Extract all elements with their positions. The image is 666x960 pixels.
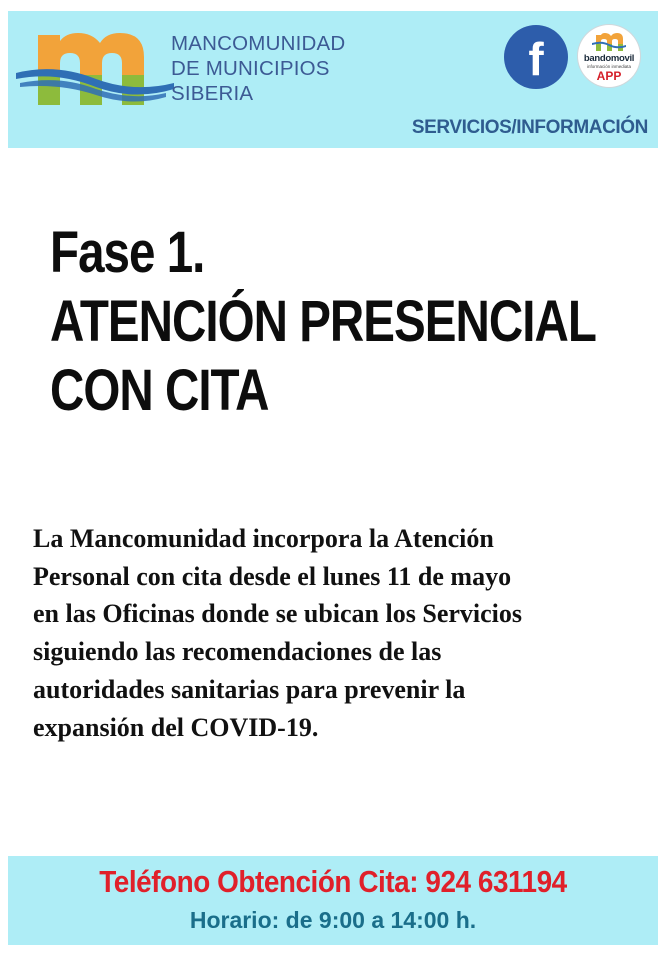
body-line-5: autoridades sanitarias para prevenir la: [33, 674, 466, 704]
headline-line-1: Fase 1.: [50, 220, 205, 285]
bandomovil-logo-icon: [592, 31, 626, 53]
facebook-icon[interactable]: f: [504, 25, 568, 89]
org-name-line-1: MANCOMUNIDAD: [171, 32, 346, 55]
headline-line-3: CON CITA: [50, 358, 269, 423]
header-banner: [8, 11, 658, 148]
app-subtitle: información inmediata: [586, 64, 632, 69]
app-label: APP: [596, 69, 622, 83]
body-line-4: siguiendo las recomendaciones de las: [33, 637, 442, 667]
body-line-2: Personal con cita desde el lunes 11 de mayo: [33, 561, 512, 591]
footer-banner: [8, 856, 658, 945]
phone-appointment[interactable]: Teléfono Obtención Cita: 924 631194: [99, 864, 567, 899]
body-line-1: La Mancomunidad incorpora la Atención: [33, 524, 494, 553]
body-line-6: expansión del COVID-19.: [33, 712, 319, 742]
office-hours: Horario: de 9:00 a 14:00 h.: [189, 907, 477, 933]
mancomunidad-logo: [16, 27, 176, 107]
org-name-line-3: SIBERIA: [171, 82, 254, 105]
bandomovil-app-badge[interactable]: [578, 25, 640, 87]
body-line-3: en las Oficinas donde se ubican los Servicios: [33, 599, 522, 629]
services-label: SERVICIOS/INFORMACIÓN: [411, 117, 648, 138]
organization-name: [171, 31, 345, 106]
headline: [50, 218, 596, 425]
app-name: bandomovil: [583, 53, 635, 64]
announcement-text: [33, 520, 653, 746]
org-name-line-2: DE MUNICIPIOS: [171, 57, 330, 80]
headline-line-2: ATENCIÓN PRESENCIAL: [50, 289, 596, 354]
